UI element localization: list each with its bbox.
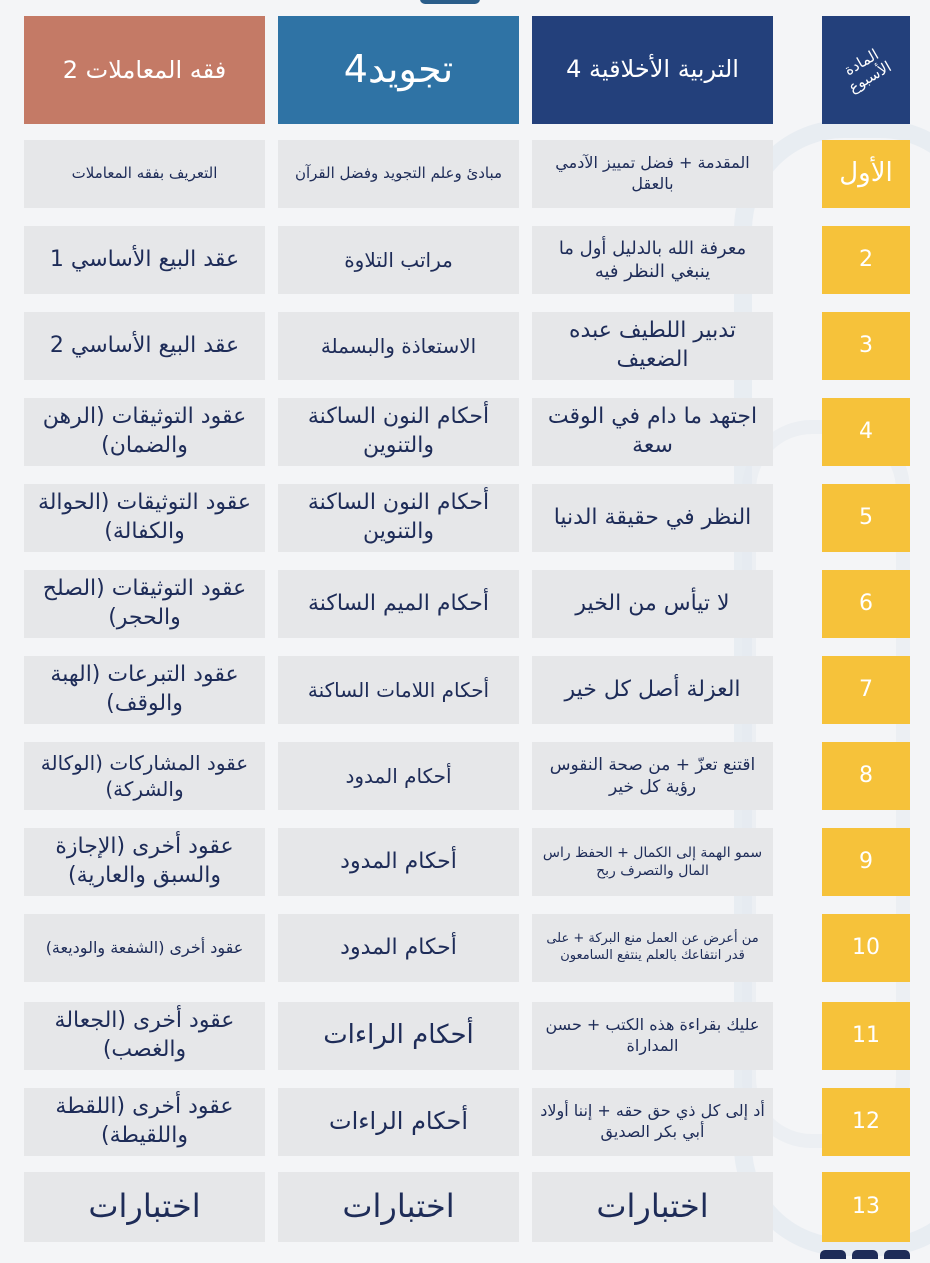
- cell-akhlaq: [532, 484, 773, 552]
- cell-fiqh: [24, 398, 265, 466]
- cell-akhlaq: [532, 656, 773, 724]
- cell-text: عقود أخرى (الشفعة والوديعة): [45, 937, 244, 957]
- week-label: 3: [859, 332, 873, 358]
- cell-text: سمو الهمة إلى الكمال + الحفظ راس المال والتصرف ربح: [542, 844, 763, 879]
- cell-tajweed: [278, 1172, 519, 1242]
- cell-text: مبادئ وعلم التجويد وفضل القرآن: [294, 164, 503, 183]
- week-number: [822, 828, 910, 896]
- week-number: [822, 1002, 910, 1070]
- cell-tajweed: [278, 828, 519, 896]
- cell-text: أحكام النون الساكنة والتنوين: [307, 404, 490, 458]
- header-week: [822, 16, 910, 124]
- cell-fiqh: [24, 226, 265, 294]
- week-label: 9: [859, 848, 873, 874]
- cell-text: لا تيأس من الخير: [575, 590, 730, 616]
- cell-fiqh: [24, 656, 265, 724]
- cell-fiqh: [24, 312, 265, 380]
- cell-fiqh: [24, 914, 265, 982]
- top-decoration: [420, 0, 480, 4]
- cell-tajweed: [278, 1088, 519, 1156]
- week-label: 5: [859, 504, 873, 530]
- cell-text: عقود أخرى (الإجازة والسبق والعارية): [55, 834, 234, 888]
- week-label: 11: [852, 1022, 880, 1048]
- cell-tajweed: [278, 226, 519, 294]
- cell-tajweed: [278, 398, 519, 466]
- cell-text: اختبارات: [596, 1187, 709, 1226]
- cell-akhlaq: [532, 742, 773, 810]
- cell-text: عقود التوثيقات (الرهن والضمان): [42, 404, 247, 458]
- cell-text: عقد البيع الأساسي 2: [49, 332, 240, 358]
- week-label: 7: [859, 676, 873, 702]
- cell-text: أد إلى كل ذي حق حقه + إننا أولاد أبي بكر الصديق: [540, 1101, 765, 1141]
- cell-akhlaq: [532, 1172, 773, 1242]
- cell-text: التعريف بفقه المعاملات: [71, 164, 218, 183]
- cell-text: عقود أخرى (اللقطة واللقيطة): [55, 1094, 234, 1148]
- cell-fiqh: [24, 742, 265, 810]
- cell-tajweed: [278, 484, 519, 552]
- cell-tajweed: [278, 140, 519, 208]
- cell-fiqh: [24, 1002, 265, 1070]
- cell-text: أحكام الميم الساكنة: [307, 590, 490, 616]
- cell-text: المقدمة + فضل تمييز الآدمي بالعقل: [555, 153, 750, 193]
- cell-tajweed: [278, 914, 519, 982]
- header-fiqh: [24, 16, 265, 124]
- week-label: 6: [859, 590, 873, 616]
- week-label: 2: [859, 246, 873, 272]
- cell-text: أحكام الراءات: [329, 1107, 468, 1136]
- week-label: 8: [859, 762, 873, 788]
- cell-text: مراتب التلاوة: [344, 248, 453, 272]
- week-label: 13: [852, 1193, 880, 1219]
- week-label: الأول: [839, 158, 893, 189]
- week-number: [822, 484, 910, 552]
- cell-text: أحكام الراءات: [323, 1020, 474, 1051]
- header-tajweed: [278, 16, 519, 124]
- cell-text: من أعرض عن العمل منع البركة + على قدر انتفاعك بالعلم ينتفع السامعون: [546, 931, 759, 963]
- cell-text: عقود أخرى (الجعالة والغصب): [54, 1008, 235, 1062]
- cell-text: عقود المشاركات (الوكالة والشركة): [40, 751, 249, 801]
- week-number: [822, 656, 910, 724]
- cell-text: عليك بقراءة هذه الكتب + حسن المداراة: [545, 1015, 760, 1055]
- cell-text: عقود التبرعات (الهبة والوقف): [50, 662, 239, 716]
- cell-akhlaq: [532, 1002, 773, 1070]
- cell-tajweed: [278, 656, 519, 724]
- header-fiqh-label: فقه المعاملات 2: [62, 56, 227, 84]
- cell-text: أحكام اللامات الساكنة: [307, 678, 490, 702]
- bottom-decoration: [820, 1244, 920, 1253]
- week-number: [822, 742, 910, 810]
- cell-text: اختبارات: [342, 1187, 455, 1226]
- cell-text: عقد البيع الأساسي 1: [49, 246, 240, 272]
- cell-akhlaq: [532, 140, 773, 208]
- cell-fiqh: [24, 570, 265, 638]
- cell-akhlaq: [532, 1088, 773, 1156]
- cell-akhlaq: [532, 914, 773, 982]
- header-akhlaq: [532, 16, 773, 124]
- cell-fiqh: [24, 828, 265, 896]
- week-number: [822, 570, 910, 638]
- week-number: [822, 312, 910, 380]
- week-label: 4: [859, 418, 873, 444]
- cell-fiqh: [24, 1088, 265, 1156]
- cell-text: معرفة الله بالدليل أول ما ينبغي النظر فيه: [558, 237, 747, 282]
- week-number: [822, 226, 910, 294]
- cell-tajweed: [278, 742, 519, 810]
- cell-text: اجتهد ما دام في الوقت سعة: [547, 404, 758, 458]
- week-number: [822, 398, 910, 466]
- cell-text: عقود التوثيقات (الحوالة والكفالة): [37, 490, 252, 544]
- cell-akhlaq: [532, 828, 773, 896]
- cell-text: أحكام النون الساكنة والتنوين: [307, 490, 490, 544]
- cell-text: الاستعاذة والبسملة: [320, 334, 477, 358]
- cell-fiqh: [24, 484, 265, 552]
- cell-fiqh: [24, 1172, 265, 1242]
- cell-akhlaq: [532, 398, 773, 466]
- cell-text: النظر في حقيقة الدنيا: [553, 504, 752, 530]
- week-number: [822, 140, 910, 208]
- cell-text: اقتنع تعزّ + من صحة النقوس رؤية كل خير: [549, 754, 756, 797]
- cell-text: تدبير اللطيف عبده الضعيف: [569, 318, 736, 372]
- cell-tajweed: [278, 1002, 519, 1070]
- header-akhlaq-label: التربية الأخلاقية 4: [566, 55, 739, 84]
- cell-akhlaq: [532, 570, 773, 638]
- cell-text: عقود التوثيقات (الصلح والحجر): [42, 576, 247, 630]
- header-tajweed-label: تجويد4: [343, 47, 454, 92]
- week-label: 12: [852, 1108, 880, 1134]
- cell-text: العزلة أصل كل خير: [564, 676, 741, 702]
- week-label: 10: [852, 934, 880, 960]
- cell-fiqh: [24, 140, 265, 208]
- week-number: [822, 914, 910, 982]
- cell-text: اختبارات: [88, 1187, 201, 1226]
- cell-tajweed: [278, 312, 519, 380]
- cell-akhlaq: [532, 226, 773, 294]
- cell-akhlaq: [532, 312, 773, 380]
- cell-text: أحكام المدود: [340, 934, 457, 960]
- header-week-label: المادة الأسبوع: [841, 45, 895, 97]
- cell-text: أحكام المدود: [340, 848, 457, 874]
- cell-text: أحكام المدود: [345, 764, 452, 788]
- cell-tajweed: [278, 570, 519, 638]
- week-number: [822, 1088, 910, 1156]
- week-number: [822, 1172, 910, 1242]
